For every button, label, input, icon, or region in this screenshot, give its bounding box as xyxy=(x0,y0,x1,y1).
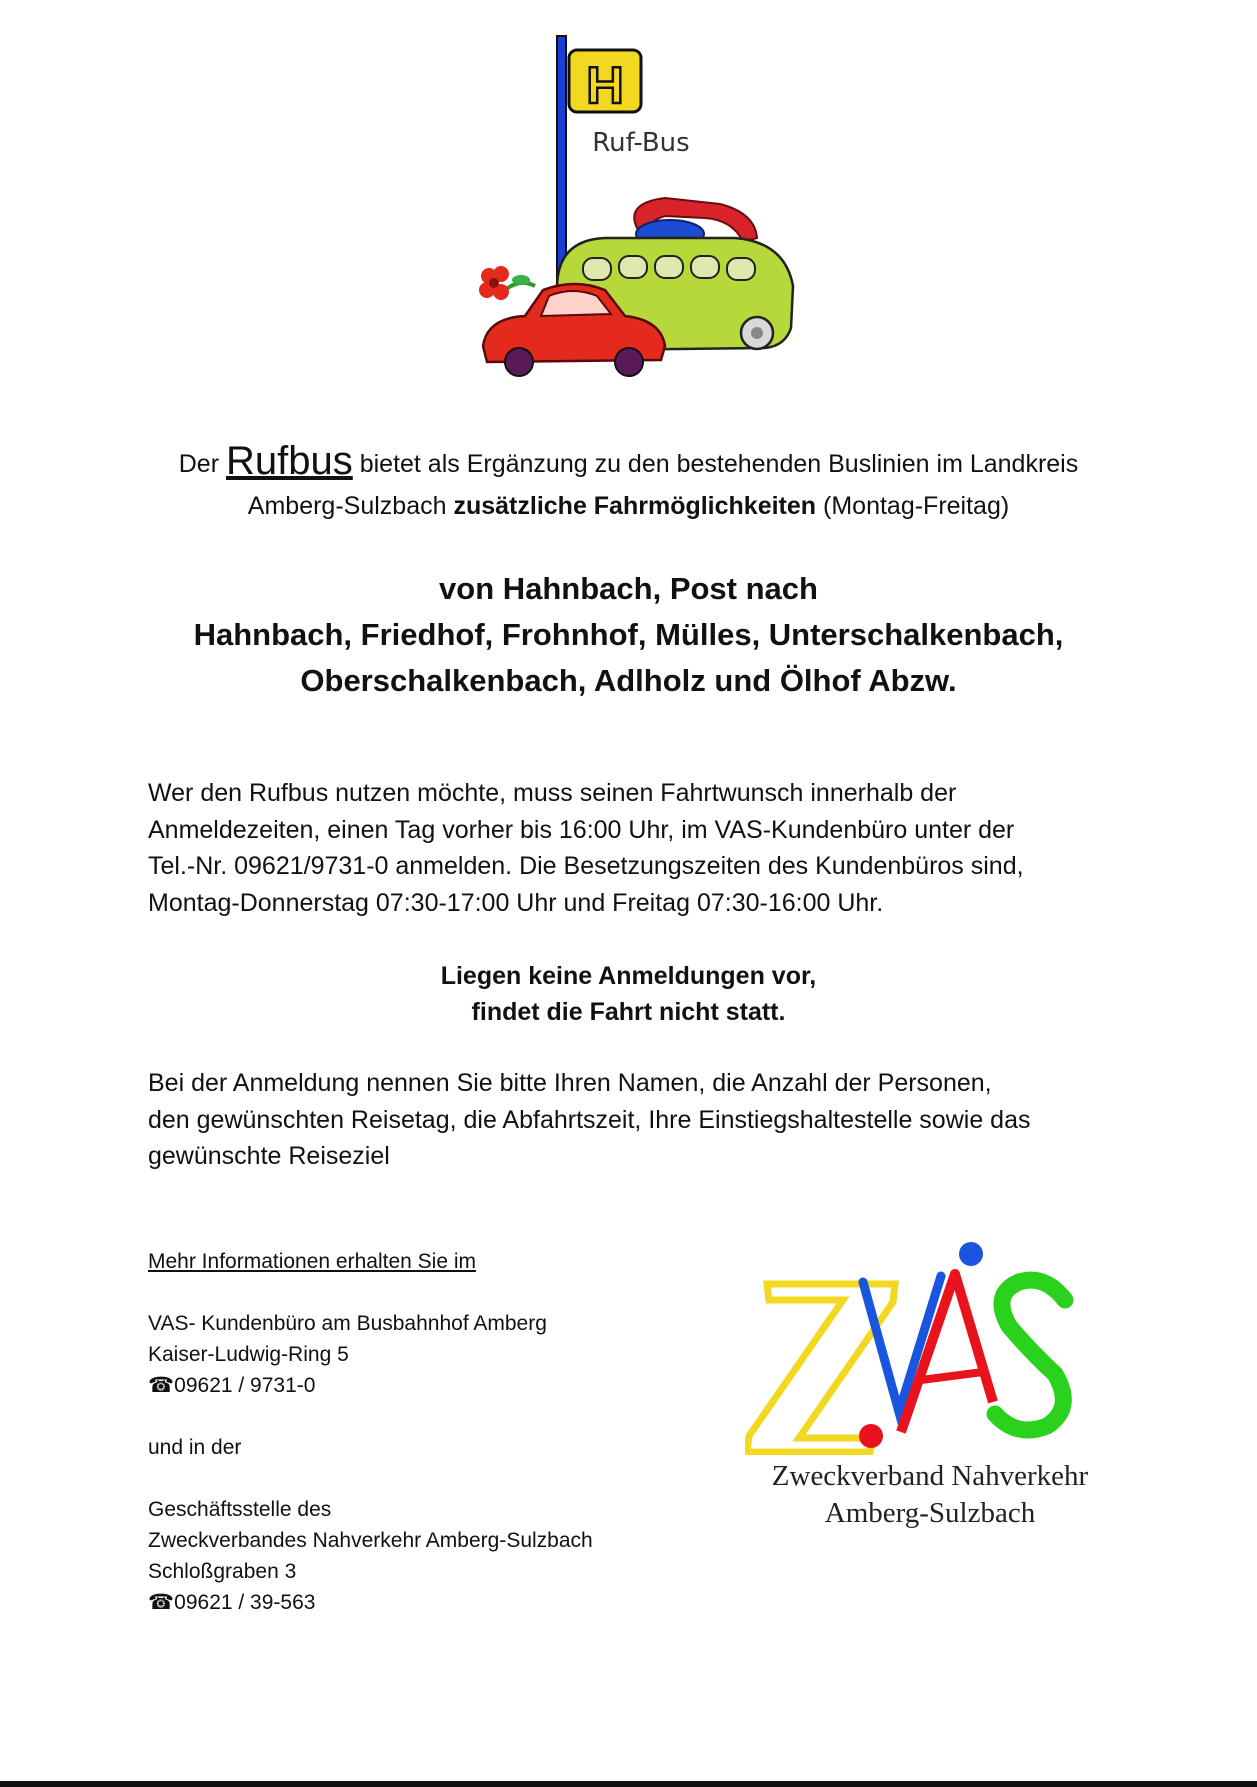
route-heading xyxy=(140,566,1117,704)
intro-paragraph xyxy=(140,440,1117,527)
route-line-2: Hahnbach, Friedhof, Frohnhof, Mülles, Unterschalkenbach, xyxy=(193,617,1064,652)
contact-block xyxy=(148,1246,748,1618)
flower-illustration xyxy=(479,266,535,300)
office2-name-2: Zweckverbandes Nahverkehr Amberg-Sulzbach xyxy=(148,1529,593,1552)
notice-line-1: Liegen keine Anmeldungen vor, xyxy=(440,962,817,990)
notice-line-2: findet die Fahrt nicht statt. xyxy=(471,998,786,1026)
details-line-1: Bei der Anmeldung nennen Sie bitte Ihren Namen, die Anzahl der Personen, xyxy=(148,1069,992,1097)
details-line-2: den gewünschten Reisetag, die Abfahrtszeit, Ihre Einstiegshaltestelle sowie das xyxy=(148,1105,1031,1134)
intro-prefix: Der xyxy=(178,450,220,478)
zvas-organization-name xyxy=(735,1458,1125,1532)
office1-street: Kaiser-Ludwig-Ring 5 xyxy=(148,1343,349,1366)
route-line-1: von Hahnbach, Post nach xyxy=(439,571,818,606)
office2-name-1: Geschäftsstelle des xyxy=(148,1498,332,1521)
office1-name: VAS- Kundenbüro am Busbahnhof Amberg xyxy=(148,1312,547,1335)
notice xyxy=(140,958,1117,1030)
zvas-name-1: Zweckverband Nahverkehr xyxy=(771,1460,1089,1492)
details-paragraph xyxy=(148,1065,1128,1175)
zvas-name-2: Amberg-Sulzbach xyxy=(824,1497,1036,1529)
rufbus-brand: Rufbus xyxy=(226,439,353,483)
bottom-rule xyxy=(0,1781,1257,1787)
rufbus-logo xyxy=(465,28,815,418)
booking-line-3: Tel.-Nr. 09621/9731-0 anmelden. Die Besetzungszeiten des Kundenbüros sind, xyxy=(148,852,1024,880)
zvas-letter-s xyxy=(995,1280,1065,1430)
office2-street: Schloßgraben 3 xyxy=(148,1560,297,1583)
booking-paragraph xyxy=(148,775,1128,921)
intro-text-2: Amberg-Sulzbach xyxy=(247,492,447,520)
office1-phone: ☎09621 / 9731-0 xyxy=(148,1374,316,1397)
route-line-3: Oberschalkenbach, Adlholz und Ölhof Abzw. xyxy=(300,663,957,698)
sign-letter: H xyxy=(586,57,624,115)
booking-line-4: Montag-Donnerstag 07:30-17:00 Uhr und Freitag 07:30-16:00 Uhr. xyxy=(148,888,884,917)
sign-label: Ruf-Bus xyxy=(592,128,690,158)
zvas-red-dot xyxy=(859,1424,883,1448)
details-line-3: gewünschte Reiseziel xyxy=(148,1142,390,1170)
zvas-blue-dot xyxy=(959,1242,983,1266)
contact-heading: Mehr Informationen erhalten Sie im xyxy=(148,1250,476,1273)
intro-line-1 xyxy=(140,440,1117,485)
intro-text-1: bietet als Ergänzung zu den bestehenden Buslinien im Landkreis xyxy=(359,450,1079,478)
intro-line-2 xyxy=(140,485,1117,527)
booking-line-2: Anmeldezeiten, einen Tag vorher bis 16:00 Uhr, im VAS-Kundenbüro unter der xyxy=(148,815,1015,844)
zvas-logo xyxy=(745,1230,1105,1455)
booking-line-1: Wer den Rufbus nutzen möchte, muss seinen Fahrtwunsch innerhalb der xyxy=(148,779,957,807)
intro-suffix: (Montag-Freitag) xyxy=(823,492,1010,520)
office2-phone: ☎09621 / 39-563 xyxy=(148,1591,316,1614)
contact-connector: und in der xyxy=(148,1436,242,1459)
intro-bold: zusätzliche Fahrmöglichkeiten xyxy=(453,492,817,520)
